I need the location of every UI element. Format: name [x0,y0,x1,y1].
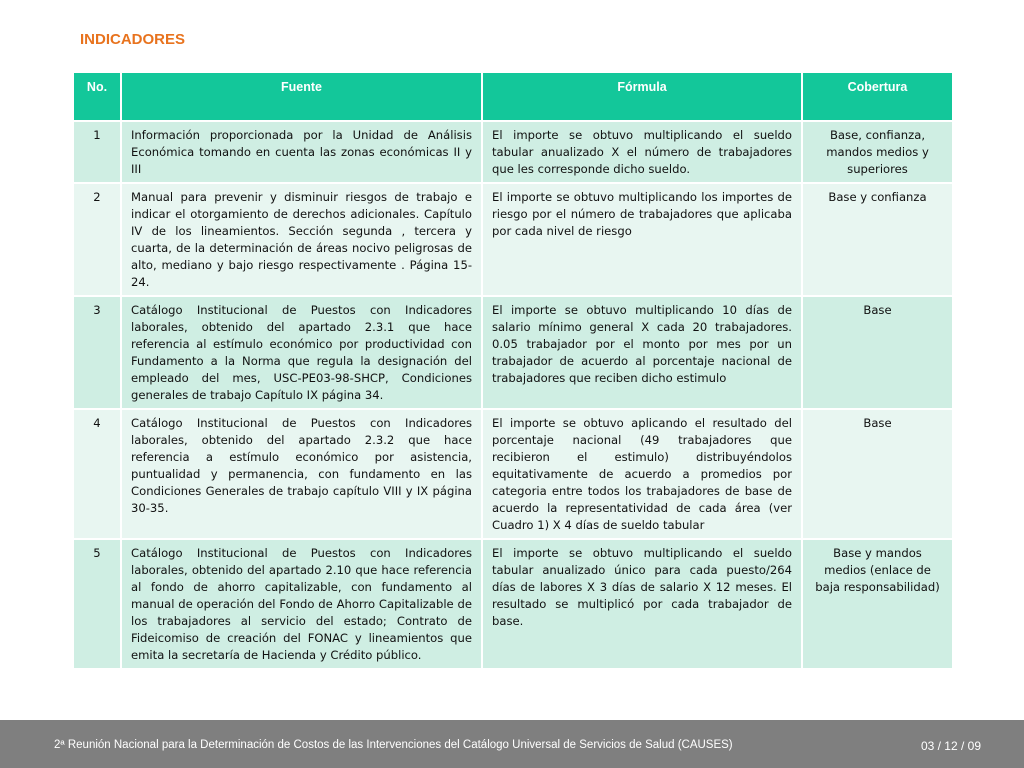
footer-text: 2ª Reunión Nacional para la Determinación de Costos de las Intervenciones del Catálogo Universal de Servicios de Salud (CAUSES) [54,739,733,751]
header-fuente: Fuente [121,72,482,121]
cell-cobertura: Base, confianza, mandos medios y superiores [802,121,953,183]
cell-cobertura: Base [802,409,953,539]
cell-formula: El importe se obtuvo multiplicando el sueldo tabular anualizado único para cada puesto/264 días de labores X 3 días de salario X 12 meses. El resultado se multiplicó por cada trabajador de base. [482,539,802,669]
cell-no: 1 [73,121,121,183]
cell-fuente: Catálogo Institucional de Puestos con Indicadores laborales, obtenido del apartado 2.3.2 que hace referencia a estímulo económico por asistencia, puntualidad y permanencia, con fundamento en las Condiciones Generales de trabajo capítulo VIII y IX página 30-35. [121,409,482,539]
cell-formula: El importe se obtuvo multiplicando el sueldo tabular anualizado X el número de trabajadores que les corresponde dicho sueldo. [482,121,802,183]
cell-fuente: Manual para prevenir y disminuir riesgos de trabajo e indicar el otorgamiento de derechos adicionales. Capítulo IV de los lineamientos. Sección segunda , tercera y cuarta, de la determinación de áreas nocivo peligrosas de alto, mediano y bajo riesgo respectivamente . Página 15-24. [121,183,482,296]
cell-fuente: Información proporcionada por la Unidad de Análisis Económica tomando en cuenta las zonas económicas II y III [121,121,482,183]
cell-formula: El importe se obtuvo multiplicando 10 días de salario mínimo general X cada 20 trabajadores. 0.05 trabajador por el monto por mes por un trabajador de acuerdo al porcentaje nacional de trabajadores que reciben dicho estimulo [482,296,802,409]
cell-cobertura: Base y confianza [802,183,953,296]
indicators-table [72,71,954,670]
footer-bar [0,720,1024,768]
cell-cobertura: Base y mandos medios (enlace de baja responsabilidad) [802,539,953,669]
cell-no: 2 [73,183,121,296]
cell-no: 3 [73,296,121,409]
cell-fuente: Catálogo Institucional de Puestos con Indicadores laborales, obtenido del apartado 2.3.1 que hace referencia al estímulo económico por productividad con Fundamento a la Norma que regula la designación del empleado del mes, USC-PE03-98-SHCP, Condiciones generales de trabajo Capítulo IX página 34. [121,296,482,409]
table-row [73,296,953,409]
table-row [73,539,953,669]
cell-no: 4 [73,409,121,539]
header-cobertura: Cobertura [802,72,953,121]
cell-cobertura: Base [802,296,953,409]
table-row [73,121,953,183]
cell-no: 5 [73,539,121,669]
table-row [73,183,953,296]
table-header-row [73,72,953,121]
table-row [73,409,953,539]
header-no: No. [73,72,121,121]
header-formula: Fórmula [482,72,802,121]
cell-fuente: Catálogo Institucional de Puestos con Indicadores laborales, obtenido del apartado 2.10 que hace referencia al fondo de ahorro capitalizable, con fundamento al manual de operación del Fondo de Ahorro Capitalizable de los trabajadores al servicio del estado; Contrato de Fideicomiso de creación del FONAC y lineamientos que emita la secretaría de Hacienda y Crédito público. [121,539,482,669]
footer-date: 03 / 12 / 09 [920,739,981,753]
cell-formula: El importe se obtuvo multiplicando los importes de riesgo por el número de trabajadores que aplicaba por cada nivel de riesgo [482,183,802,296]
page-title: INDICADORES [80,31,186,48]
cell-formula: El importe se obtuvo aplicando el resultado del porcentaje nacional (49 trabajadores que recibieron el estimulo) distribuyéndolos equitativamente de acuerdo a promedios por categoria entre todos los trabajadores de base de acuerdo la representatividad de cada área (ver Cuadro 1) X 4 días de sueldo tabular [482,409,802,539]
